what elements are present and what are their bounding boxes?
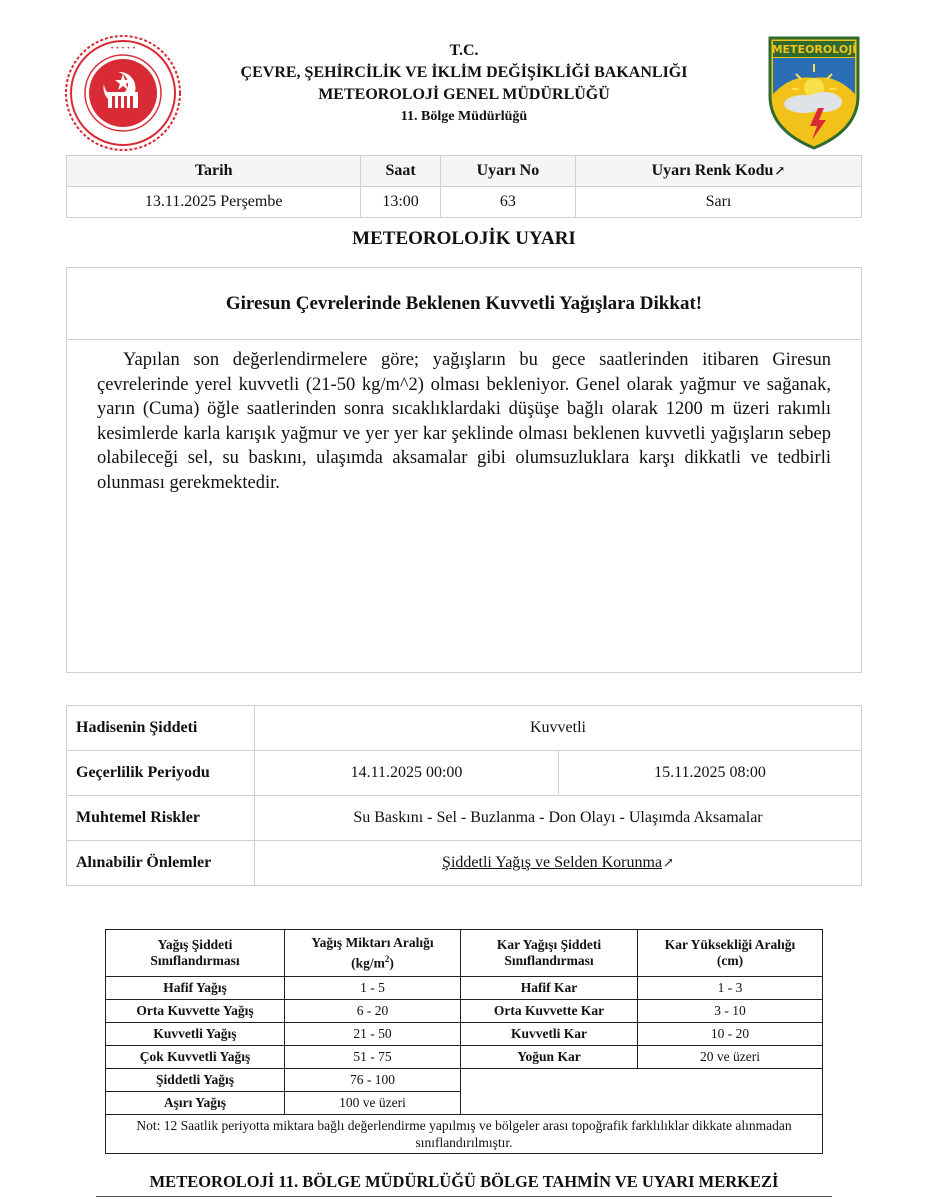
document-header [190,40,738,128]
rain-class-name: Şiddetli Yağış [106,1069,285,1092]
warning-number: 63 [440,187,575,218]
snow-class-range: 20 ve üzeri [638,1046,823,1069]
rain-class-range: 21 - 50 [285,1023,461,1046]
ministry-seal-logo [64,34,182,152]
page-title: METEOROLOJİK UYARI [352,228,576,249]
header-tc: T.C. [449,42,479,59]
precautions-link[interactable]: Şiddetli Yağış ve Selden Korunma [442,854,663,871]
table-row [106,1023,823,1046]
col-header-date: Tarih [67,156,361,187]
empty-cell [461,1069,823,1115]
rain-class-name: Orta Kuvvette Yağış [106,1000,285,1023]
header-snow-height: Kar Yüksekliği Aralığı (cm) [638,930,823,977]
col-header-time: Saat [361,156,441,187]
external-link-icon[interactable]: ↗ [774,163,786,178]
rain-class-range: 100 ve üzeri [285,1092,461,1115]
header-snow-class: Kar Yağışı Şiddeti Sınıflandırması [461,930,638,977]
snow-class-name: Hafif Kar [461,977,638,1000]
col-header-warning-no: Uyarı No [440,156,575,187]
table-row [106,977,823,1000]
footer-divider [96,1196,832,1197]
table-row [106,1069,823,1092]
rain-class-range: 51 - 75 [285,1046,461,1069]
col-header-color-code[interactable] [575,156,861,187]
snow-class-range: 1 - 3 [638,977,823,1000]
risks-value: Su Baskını - Sel - Buzlanma - Don Olayı - Ulaşımda Aksamalar [255,796,862,841]
validity-start: 14.11.2025 00:00 [255,751,559,796]
logo-text: METEOROLOJİ [771,43,857,56]
severity-value: Kuvvetli [255,706,862,751]
validity-label: Geçerlilik Periyodu [67,751,255,796]
rain-class-range: 76 - 100 [285,1069,461,1092]
warning-time: 13:00 [361,187,441,218]
warning-date: 13.11.2025 Perşembe [67,187,361,218]
warning-box [66,267,862,673]
meteoroloji-logo [766,34,862,150]
classification-note: Not: 12 Saatlik periyotta miktara bağlı değerlendirme yapılmış ve bölgeler arası topoğrafik farklılıklar dikkate alınmadan sınıflandırılmıştır. [106,1115,823,1154]
header-rain-class: Yağış Şiddeti Sınıflandırması [106,930,285,977]
table-row [106,1000,823,1023]
severity-label: Hadisenin Şiddeti [67,706,255,751]
snow-class-name: Kuvvetli Kar [461,1023,638,1046]
warning-body: Yapılan son değerlendirmelere göre; yağışların bu gece saatlerinden itibaren Giresun çevrelerinde yerel kuvvetli (21-50 kg/m^2) olması bekleniyor. Genel olarak yağmur ve sağanak, yarın (Cuma) öğle saatlerinden sonra sıcaklıklardaki düşüşe bağlı olarak 1200 m üzeri rakımlı kesimlerde karla karışık yağmur ve yer yer kar şeklinde olması beklenen kuvvetli yağışların sebep olabileceği sel, su baskını, ulaşımda aksamalar gibi olumsuzluklara karşı dikkatli ve tedbirli olunması gerekmektedir. [97,350,831,493]
snow-class-name: Orta Kuvvette Kar [461,1000,638,1023]
warning-details-table [66,705,862,886]
warning-color: Sarı [575,187,861,218]
color-code-link[interactable]: Uyarı Renk Kodu [651,162,774,179]
rain-class-name: Hafif Yağış [106,977,285,1000]
rain-class-name: Çok Kuvvetli Yağış [106,1046,285,1069]
snow-class-range: 3 - 10 [638,1000,823,1023]
rain-class-range: 6 - 20 [285,1000,461,1023]
snow-class-range: 10 - 20 [638,1023,823,1046]
header-region: 11. Bölge Müdürlüğü [400,109,528,124]
header-ministry: ÇEVRE, ŞEHİRCİLİK VE İKLİM DEĞİŞİKLİĞİ BAKANLIĞI [240,64,688,81]
external-link-icon[interactable]: ↗ [663,855,674,870]
rain-class-range: 1 - 5 [285,977,461,1000]
svg-text:• • • • •: • • • • • [110,45,136,52]
footer-center-name: METEOROLOJİ 11. BÖLGE MÜDÜRLÜĞÜ BÖLGE TAHMİN VE UYARI MERKEZİ [149,1172,779,1191]
warning-meta-table [66,155,862,218]
snow-class-name: Yoğun Kar [461,1046,638,1069]
classification-table [105,929,823,1154]
risks-label: Muhtemel Riskler [67,796,255,841]
header-directorate: METEOROLOJİ GENEL MÜDÜRLÜĞÜ [318,86,610,103]
header-rain-amount: Yağış Miktarı Aralığı $(kg/m^2)$ [285,930,461,977]
precautions-cell[interactable] [255,841,862,886]
warning-headline: Giresun Çevrelerinde Beklenen Kuvvetli Yağışlara Dikkat! [67,268,861,340]
rain-class-name: Aşırı Yağış [106,1092,285,1115]
table-row [106,1046,823,1069]
precautions-label: Alınabilir Önlemler [67,841,255,886]
validity-end: 15.11.2025 08:00 [559,751,862,796]
rain-class-name: Kuvvetli Yağış [106,1023,285,1046]
